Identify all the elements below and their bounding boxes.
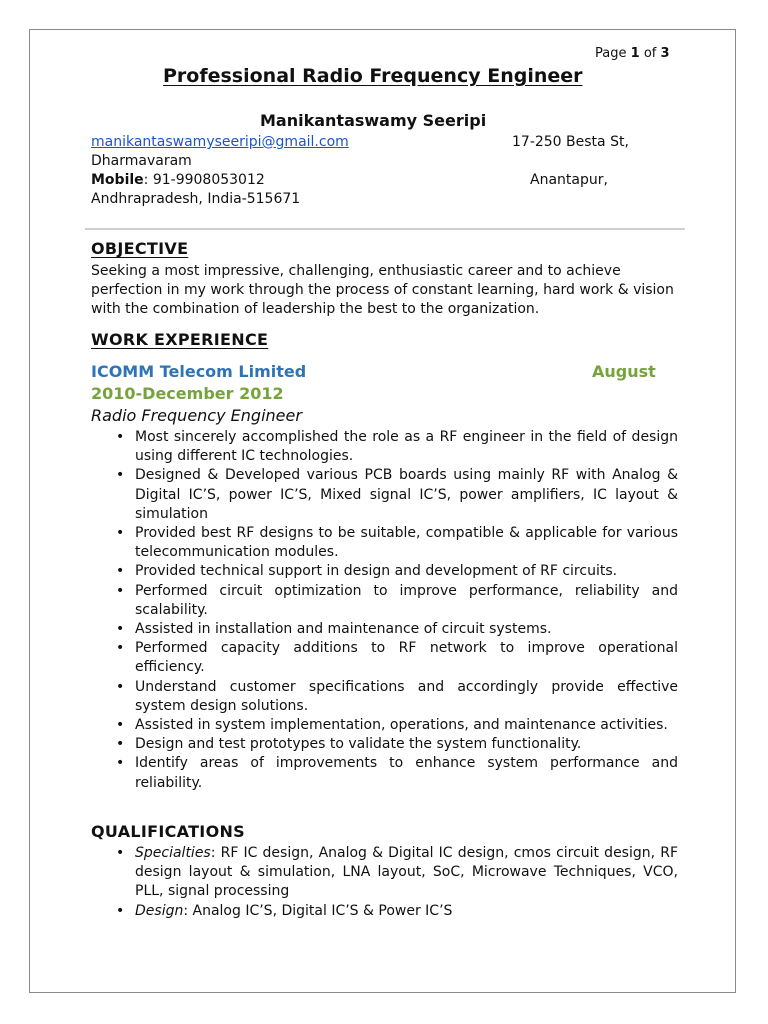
list-item: • Understand customer specifications and accordingly provide effective system design solutions. — [116, 678, 678, 716]
page-number-separator: of — [643, 46, 657, 61]
company-name: ICOMM Telecom Limited — [91, 362, 307, 381]
qualification-text: : RF IC design, Analog & Digital IC design, cmos circuit design, RF design layout & simulation, LNA layout, SoC, Microwave Techniques, VCO, PLL, signal processing — [135, 845, 678, 900]
list-item: • Most sincerely accomplished the role as a RF engineer in the field of design using different IC technologies. — [116, 428, 678, 466]
list-item: • Assisted in system implementation, operations, and maintenance activities. — [116, 716, 678, 735]
list-item: • Designed & Developed various PCB boards using mainly RF with Analog & Digital IC’S, power IC’S, Mixed signal IC’S, power amplifiers, IC layout & simulation — [116, 466, 678, 524]
work-experience-heading: WORK EXPERIENCE — [91, 330, 269, 349]
qualification-text: : Analog IC’S, Digital IC’S & Power IC’S — [183, 902, 453, 919]
page-number-current: 1 — [630, 46, 640, 61]
address-line1-cont: Dharmavaram — [91, 153, 192, 169]
work-bullet-list — [116, 428, 678, 793]
list-item: • Performed capacity additions to RF network to improve operational efficiency. — [116, 639, 678, 677]
section-divider — [85, 228, 685, 230]
qualification-label: Specialties — [135, 845, 211, 861]
page-number — [595, 46, 670, 61]
resume-title: Professional Radio Frequency Engineer — [163, 65, 583, 87]
list-item: • Performed circuit optimization to improve performance, reliability and scalability. — [116, 582, 678, 620]
job-role: Radio Frequency Engineer — [91, 406, 302, 425]
list-item: • Assisted in installation and maintenance of circuit systems. — [116, 620, 678, 639]
page-number-prefix: Page — [595, 46, 627, 61]
list-item: • Provided best RF designs to be suitable, compatible & applicable for various telecommunication modules. — [116, 524, 678, 562]
address-line2-cont: Andhrapradesh, India-515671 — [91, 191, 301, 207]
list-item: • Provided technical support in design and development of RF circuits. — [116, 562, 678, 581]
mobile-number — [91, 171, 265, 190]
qualification-label: Design — [135, 902, 184, 919]
list-item — [116, 902, 678, 921]
employment-dates-start: August — [592, 362, 656, 381]
address-line1: 17-250 Besta St, — [512, 134, 629, 150]
mobile-value: : 91-9908053012 — [143, 172, 265, 188]
email-link[interactable]: manikantaswamyseeripi@gmail.com — [91, 134, 349, 150]
page-number-total: 3 — [660, 46, 670, 61]
candidate-name: Manikantaswamy Seeripi — [260, 111, 487, 130]
qualifications-list — [116, 844, 678, 921]
objective-text: Seeking a most impressive, challenging, enthusiastic career and to achieve perfection in my work through the process of constant learning, hard work & vision with the combination of leadership the best to the organization. — [91, 263, 674, 317]
list-item: • Identify areas of improvements to enhance system performance and reliability. — [116, 754, 678, 792]
qualifications-heading: QUALIFICATIONS — [91, 822, 245, 841]
objective-heading: OBJECTIVE — [91, 239, 189, 258]
address-line2: Anantapur, — [530, 172, 608, 188]
list-item — [116, 844, 678, 902]
list-item: • Design and test prototypes to validate the system functionality. — [116, 735, 678, 754]
mobile-label: Mobile — [91, 172, 144, 188]
employment-dates-range: 2010-December 2012 — [91, 384, 284, 403]
